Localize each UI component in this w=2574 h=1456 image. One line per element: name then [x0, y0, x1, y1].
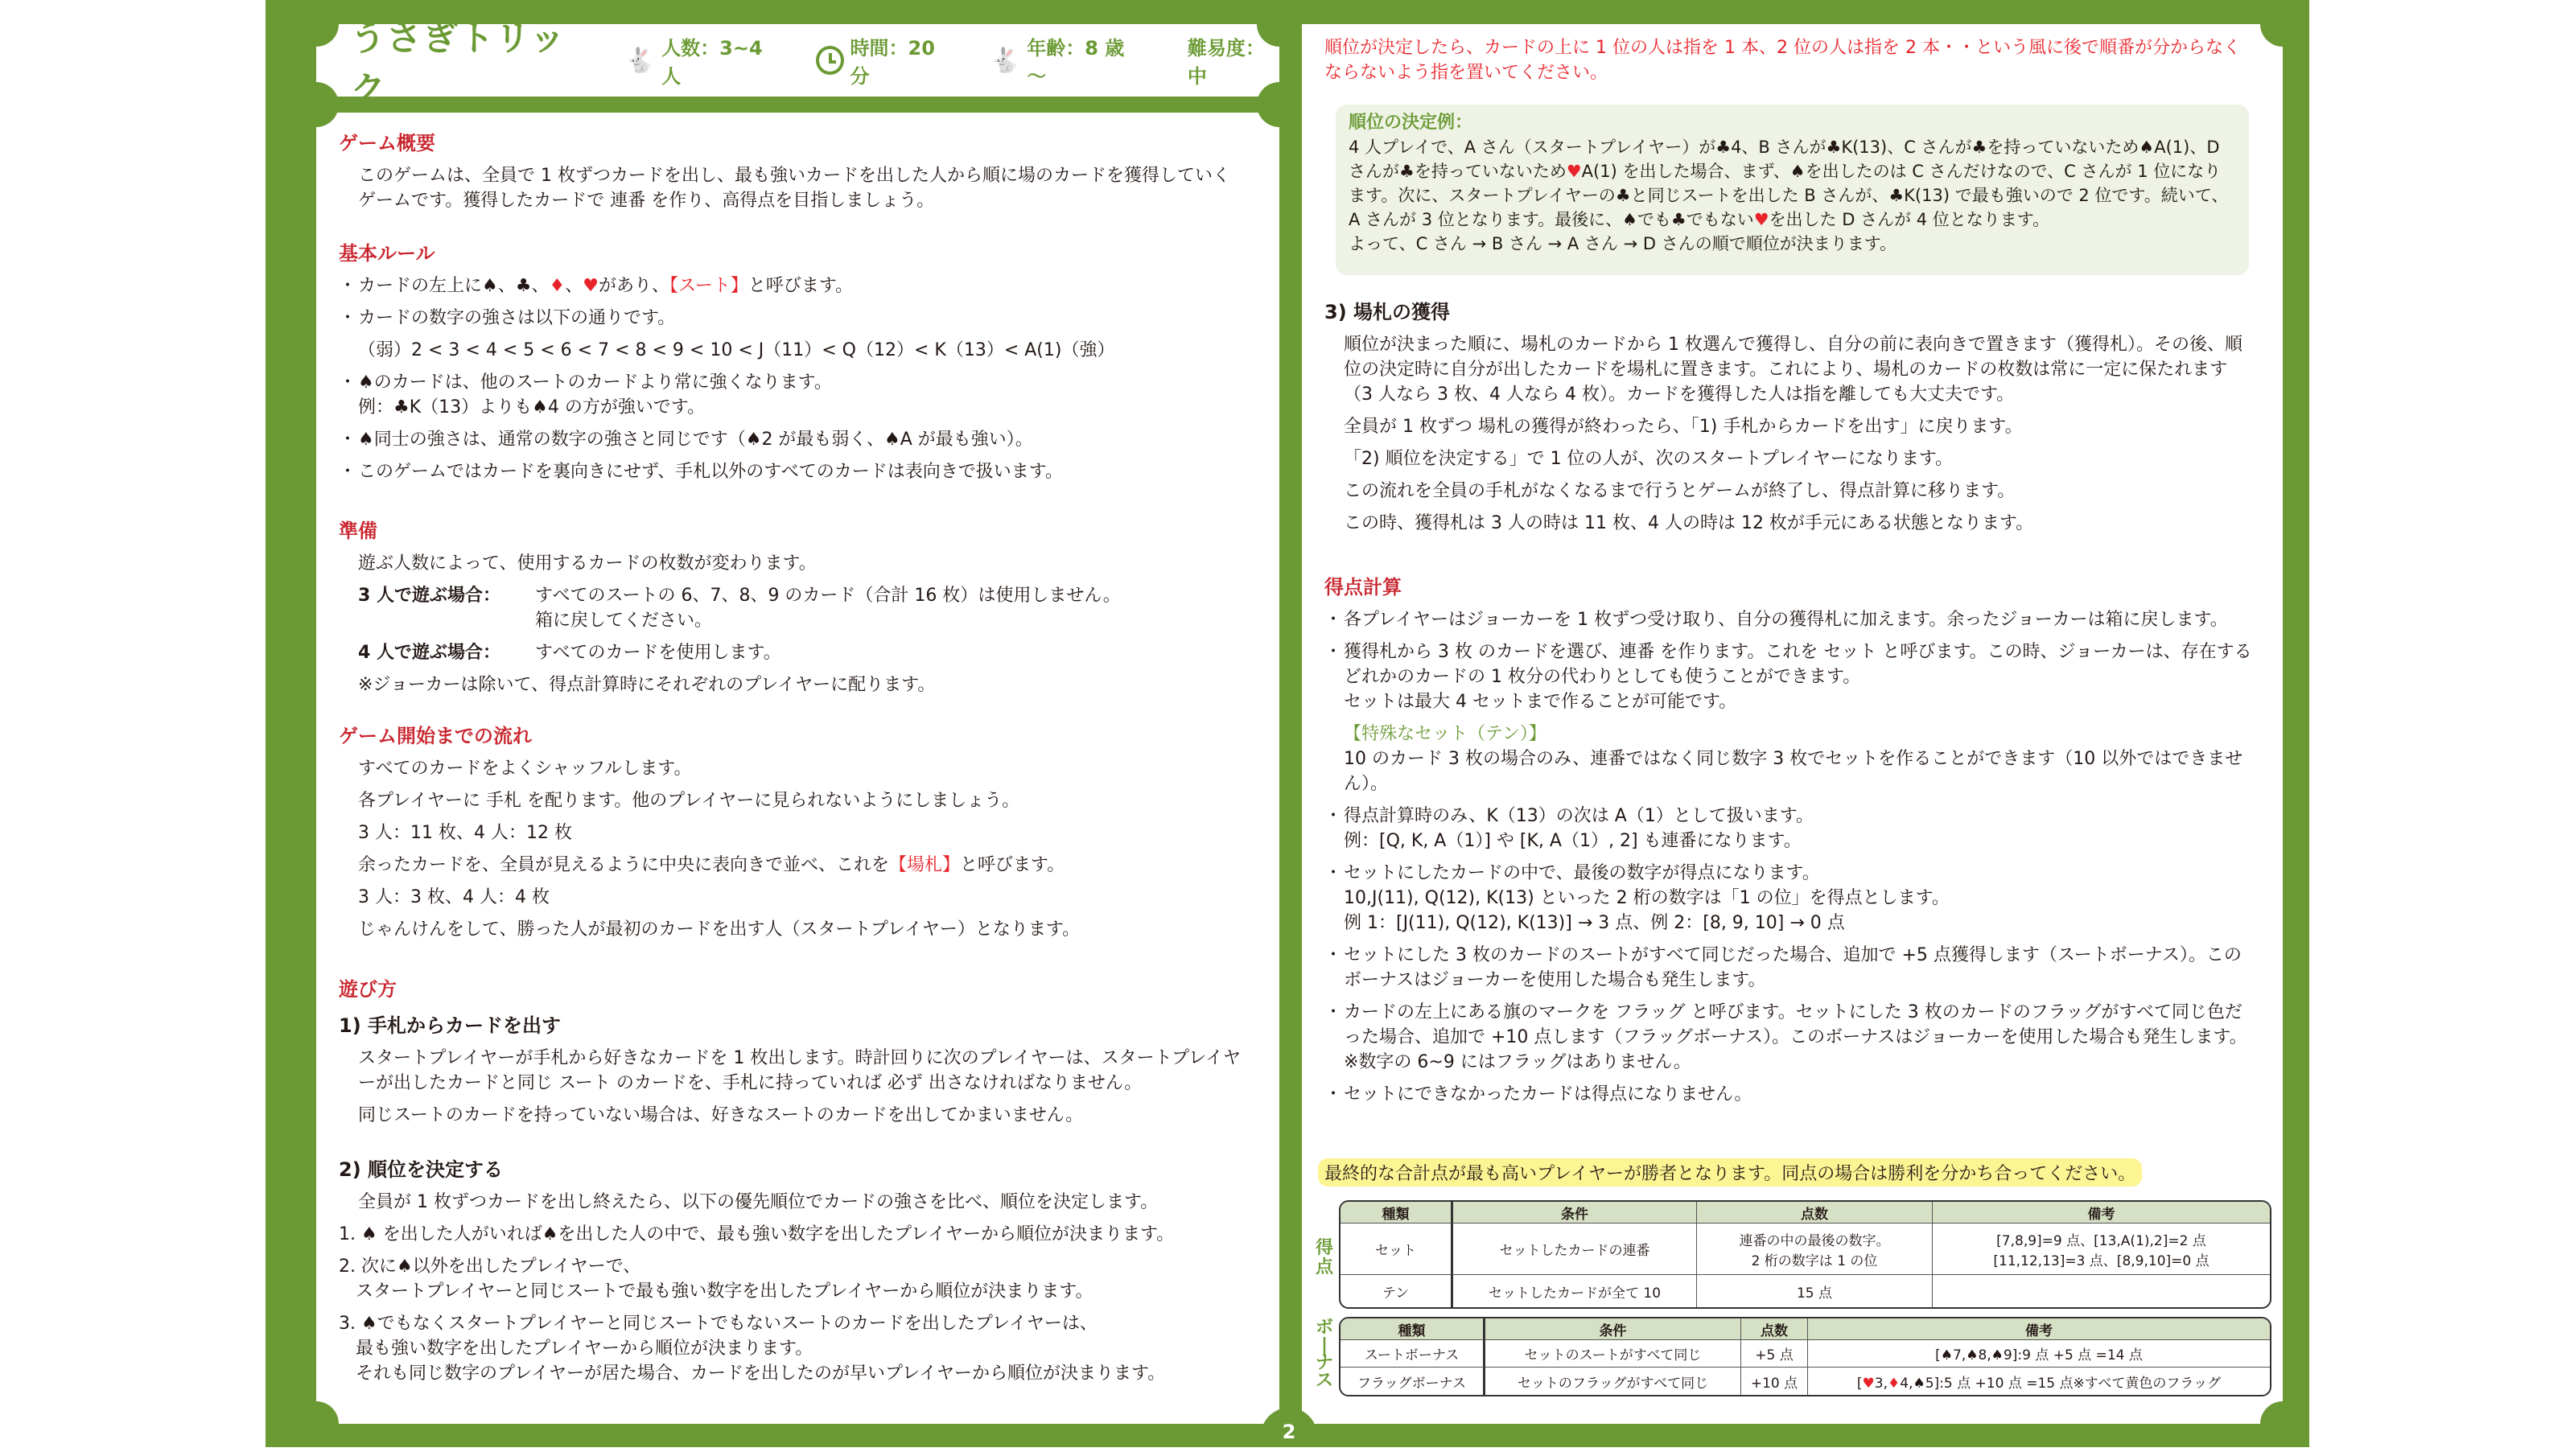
section-heading: ゲーム概要 — [339, 132, 435, 154]
difficulty-text: 難易度：中 — [1187, 37, 1265, 88]
example-result: よって、C さん → B さん → A さん → D さんの順で順位が決まります。 — [1349, 234, 1897, 253]
winner-highlight: 最終的な合計点が最も高いプレイヤーが勝者となります。同点の場合は勝利を分かち合ってください。 — [1318, 1158, 2142, 1187]
acquire-section — [1302, 296, 2283, 543]
flow-line: すべてのカードをよくシャッフルします。 — [358, 759, 692, 779]
overview-section — [316, 127, 1279, 220]
overview-text: このゲームは、全員で 1 枚ずつカードを出し、最も強いカードを出した人から順に場のカードを獲得していくゲームです。獲得したカードで 連番 を作り、高得点を目指しましょう。 — [358, 166, 1230, 211]
winner-line — [1318, 1158, 2283, 1187]
ranking-example-box — [1336, 105, 2249, 275]
section-heading: 基本ルール — [339, 242, 435, 265]
prep-section — [316, 515, 1279, 705]
frame-notch — [2260, 2, 2305, 47]
page-frame — [266, 0, 2309, 1447]
page-number: 2 — [1261, 1408, 1317, 1447]
scoring-example: 例 1：[J(11), Q(12), K(13)] → 3 点、例 2：[8, 9, 10] → 0 点 — [1344, 913, 1845, 933]
time-info — [816, 32, 955, 88]
rule-item: ・♠同士の強さは、通常の数字の強さと同じです（♠2 が最も弱く、♠A が最も強い）。 — [339, 430, 1033, 450]
rule-example: 例：♣K（13）よりも♠4 の方が強いです。 — [358, 397, 706, 417]
time-text: 時間：20 分 — [850, 37, 935, 88]
frame-notch — [2260, 1401, 2305, 1446]
right-page — [1302, 24, 2283, 1424]
players-info — [625, 32, 780, 88]
table-row: テン セットしたカードが全て 10 15 点 — [1341, 1275, 2270, 1307]
table-row: スートボーナス セットのスートがすべて同じ +5 点 [♠7,♠8,♠9]:9 点 +5 点 =14 点 — [1341, 1340, 2270, 1368]
step-3-title: 3) 場札の獲得 — [1324, 301, 1451, 323]
priority-item: 1. ♠ を出した人がいれば♠を出した人の中で、最も強い数字を出したプレイヤーから順位が決まります。 — [339, 1224, 1175, 1244]
score-table-label: 得点 — [1315, 1238, 1333, 1277]
rule-item: ・カードの左上に♠、♣、♦、♥があり、【スート】と呼びます。 — [339, 276, 854, 296]
col-header: 種類 — [1341, 1318, 1485, 1340]
acquire-text: この時、獲得札は 3 人の時は 11 枚、4 人の時は 12 枚が手元にある状態となります。 — [1344, 513, 2034, 533]
age-info — [990, 32, 1136, 88]
example-title: 順位の決定例： — [1349, 113, 1473, 133]
scoring-item: ・獲得札から 3 枚 のカードを選び、連番 を作ります。これを セット と呼びます。この時、ジョーカーは、存在するどれかのカードの 1 枚分の代わりとしても使うことができます。 — [1324, 642, 2252, 687]
finger-note-section — [1302, 35, 2283, 93]
acquire-text: 順位が決まった順に、場札のカードから 1 枚選んで獲得し、自分の前に表向きで置きます（獲得札）。その後、順位の決定時に自分が出したカードを場札に置きます。これにより、場札のカードの枚数は常に一定に保たれます（3 人なら 3 枚、4 人なら 4 枚）。カードを獲得した人は指を離しても大丈夫です。 — [1344, 335, 2242, 405]
frame-notch — [294, 1401, 339, 1446]
example-text: 4 人プレイで、A さん（スタートプレイヤー）が♣4、B さんが♣K(13)、C さんが♣を持っていないため♠A(1)、D さんが♣を持っていないため♥A(1) を出した場合、まず、♠を出したのは C さんだけなので、C さんが 1 位になります。次に、スタートプレイヤーの♣と同じスートを出した B さんが、♣K(13) で最も強いので 2 位です。続いて、A さんが 3 位となります。最後に、♠でも♣でもない♥を出した D さんが 4 位となります。 — [1349, 138, 2229, 229]
step-2-title: 2) 順位を決定する — [339, 1158, 504, 1181]
frame-notch — [1257, 82, 1302, 127]
step-1-title: 1) 手札からカードを出す — [339, 1014, 562, 1037]
rabbit-age-icon: 🐇 — [990, 46, 1021, 75]
step-1-text: 同じスートのカードを持っていない場合は、好きなスートのカードを出してかまいません。 — [358, 1105, 1084, 1125]
players-text: 人数：3~4 人 — [661, 37, 763, 88]
acquire-text: この流れを全員の手札がなくなるまで行うとゲームが終了し、得点計算に移ります。 — [1344, 481, 2016, 501]
frame-notch — [294, 2, 339, 47]
scoring-note: セットは最大 4 セットまで作ることが可能です。 — [1344, 692, 1737, 712]
howto-section — [316, 973, 1279, 1393]
section-heading: ゲーム開始までの流れ — [339, 725, 532, 747]
scoring-item: ・カードの左上にある旗のマークを フラッグ と呼びます。セットにした 3 枚のカードのフラッグがすべて同じ色だった場合、追加で +10 点します（フラッグボーナス）。このボーナスはジョーカーを使用した場合も発生します。※数字の 6~9 にはフラッグはありません。 — [1324, 1002, 2247, 1072]
four-player-row: 4 人で遊ぶ場合： すべてのカードを使用します。 — [358, 643, 781, 663]
scoring-item: ・セットにした 3 枚のカードのスートがすべて同じだった場合、追加で +5 点獲得します（スートボーナス）。このボーナスはジョーカーを使用した場合も発生します。 — [1324, 945, 2242, 990]
step-1-text: スタートプレイヤーが手札から好きなカードを 1 枚出します。時計回りに次のプレイヤーは、スタートプレイヤーが出したカードと同じ スート のカードを、手札に持っていれば 必ず 出さなければなりません。 — [358, 1048, 1241, 1093]
score-table — [1339, 1200, 2271, 1309]
joker-note: ※ジョーカーは除いて、得点計算時にそれぞれのプレイヤーに配ります。 — [358, 675, 936, 695]
game-title: うさぎトリック — [350, 18, 566, 110]
scoring-example: 例：[Q, K, A（1）] や [K, A（1）, 2] も連番になります。 — [1344, 831, 1802, 851]
step-2-intro: 全員が 1 枚ずつカードを出し終えたら、以下の優先順位でカードの強さを比べ、順位を決定します。 — [358, 1192, 1159, 1212]
acquire-text: 全員が 1 枚ずつ 場札の獲得が終わったら、「1) 手札からカードを出す」に戻ります。 — [1344, 417, 2023, 437]
special-set-text: 10 のカード 3 枚の場合のみ、連番ではなく同じ数字 3 枚でセットを作ることができます（10 以外ではできません）。 — [1344, 749, 2243, 794]
strength-order: （弱）2 < 3 < 4 < 5 < 6 < 7 < 8 < 9 < 10 < J（11）< Q（12）< K（13）< A(1)（強） — [358, 340, 1115, 360]
flow-section — [316, 720, 1279, 949]
col-header: 点数 — [1697, 1202, 1933, 1224]
finger-note: 順位が決定したら、カードの上に 1 位の人は指を 1 本、2 位の人は指を 2 本・・という風に後で順番が分からなくならないよう指を置いてください。 — [1324, 38, 2241, 83]
rule-item: ・♠のカードは、他のスートのカードより常に強くなります。 — [339, 372, 832, 393]
scoring-item: ・セットにしたカードの中で、最後の数字が得点になります。 — [1324, 863, 1820, 883]
col-header: 種類 — [1341, 1202, 1453, 1224]
special-set-title: 【特殊なセット（テン）】 — [1344, 724, 1546, 744]
col-header: 点数 — [1741, 1318, 1808, 1340]
bonus-table-label: ボ | ナ ス — [1315, 1318, 1333, 1391]
three-player-row: 3 人で遊ぶ場合： すべてのスートの 6、7、8、9 のカード（合計 16 枚）は使用しません。 箱に戻してください。 — [358, 586, 1121, 631]
col-header: 条件 — [1453, 1202, 1697, 1224]
col-header: 備考 — [1933, 1202, 2270, 1224]
scoring-item: ・得点計算時のみ、K（13）の次は A（1）として扱います。 — [1324, 806, 1814, 826]
section-heading: 準備 — [339, 520, 377, 542]
table-row: フラッグボーナス セットのフラッグがすべて同じ +10 点 [♥3,♦4,♠5]:5 点 +10 点 =15 点※すべて黄色のフラッグ — [1341, 1368, 2270, 1395]
section-heading: 遊び方 — [339, 978, 397, 1001]
priority-item: 2. 次に♠以外を出したプレイヤーで、 スタートプレイヤーと同じスートで最も強い数字を出したプレイヤーから順位が決まります。 — [339, 1257, 1093, 1302]
header-bar — [316, 18, 1279, 110]
flow-line: 3 人：11 枚、4 人：12 枚 — [358, 823, 572, 843]
priority-item: 3. ♠でもなくスタートプレイヤーと同じスートでもないスートのカードを出したプレイヤーは、 最も強い数字を出したプレイヤーから順位が決まります。 それも同じ数字のプレイヤーが居た場合、カードを出したのが早いプレイヤーから順位が決まります。 — [339, 1314, 1166, 1384]
frame-notch — [1257, 2, 1302, 47]
prep-text: 遊ぶ人数によって、使用するカードの枚数が変わります。 — [358, 553, 817, 574]
scoring-example: 10,J(11), Q(12), K(13) といった 2 桁の数字は「1 の位」を得点とします。 — [1344, 888, 1950, 908]
left-page — [316, 113, 1279, 1424]
scoring-section — [1302, 571, 2283, 1114]
flow-line: 3 人：3 枚、4 人：4 枚 — [358, 887, 550, 907]
section-heading: 得点計算 — [1324, 576, 1402, 598]
rule-item: ・このゲームではカードを裏向きにせず、手札以外のすべてのカードは表向きで扱います。 — [339, 462, 1064, 482]
rabbits-icon: 🐇 — [624, 46, 656, 75]
flow-line: 各プレイヤーに 手札 を配ります。他のプレイヤーに見られないようにしましょう。 — [358, 791, 1020, 811]
flow-line: じゃんけんをして、勝った人が最初のカードを出す人（スタートプレイヤー）となります。 — [358, 919, 1081, 940]
col-header: 条件 — [1485, 1318, 1741, 1340]
table-row: セット セットしたカードの連番 連番の中の最後の数字。 2 桁の数字は 1 の位 [7,8,9]=9 点、[13,A(1),2]=2 点 [11,12,13]=3 点、[8,9,10]=0 点 — [1341, 1224, 2270, 1275]
flow-line: 余ったカードを、全員が見えるように中央に表向きで並べ、これを【場札】と呼びます。 — [358, 855, 1065, 875]
bonus-table — [1339, 1317, 2271, 1396]
col-header: 備考 — [1808, 1318, 2270, 1340]
acquire-text: 「2) 順位を決定する」で 1 位の人が、次のスタートプレイヤーになります。 — [1344, 449, 1954, 469]
basic-rules-section — [316, 237, 1279, 492]
clock-icon — [816, 46, 843, 75]
rule-item: ・カードの数字の強さは以下の通りです。 — [339, 308, 676, 328]
scoring-item: ・セットにできなかったカードは得点になりません。 — [1324, 1084, 1752, 1104]
scoring-item: ・各プレイヤーはジョーカーを 1 枚ずつ受け取り、自分の獲得札に加えます。余ったジョーカーは箱に戻します。 — [1324, 610, 2228, 630]
age-text: 年齢：8 歳～ — [1027, 37, 1125, 88]
frame-notch — [294, 82, 339, 127]
